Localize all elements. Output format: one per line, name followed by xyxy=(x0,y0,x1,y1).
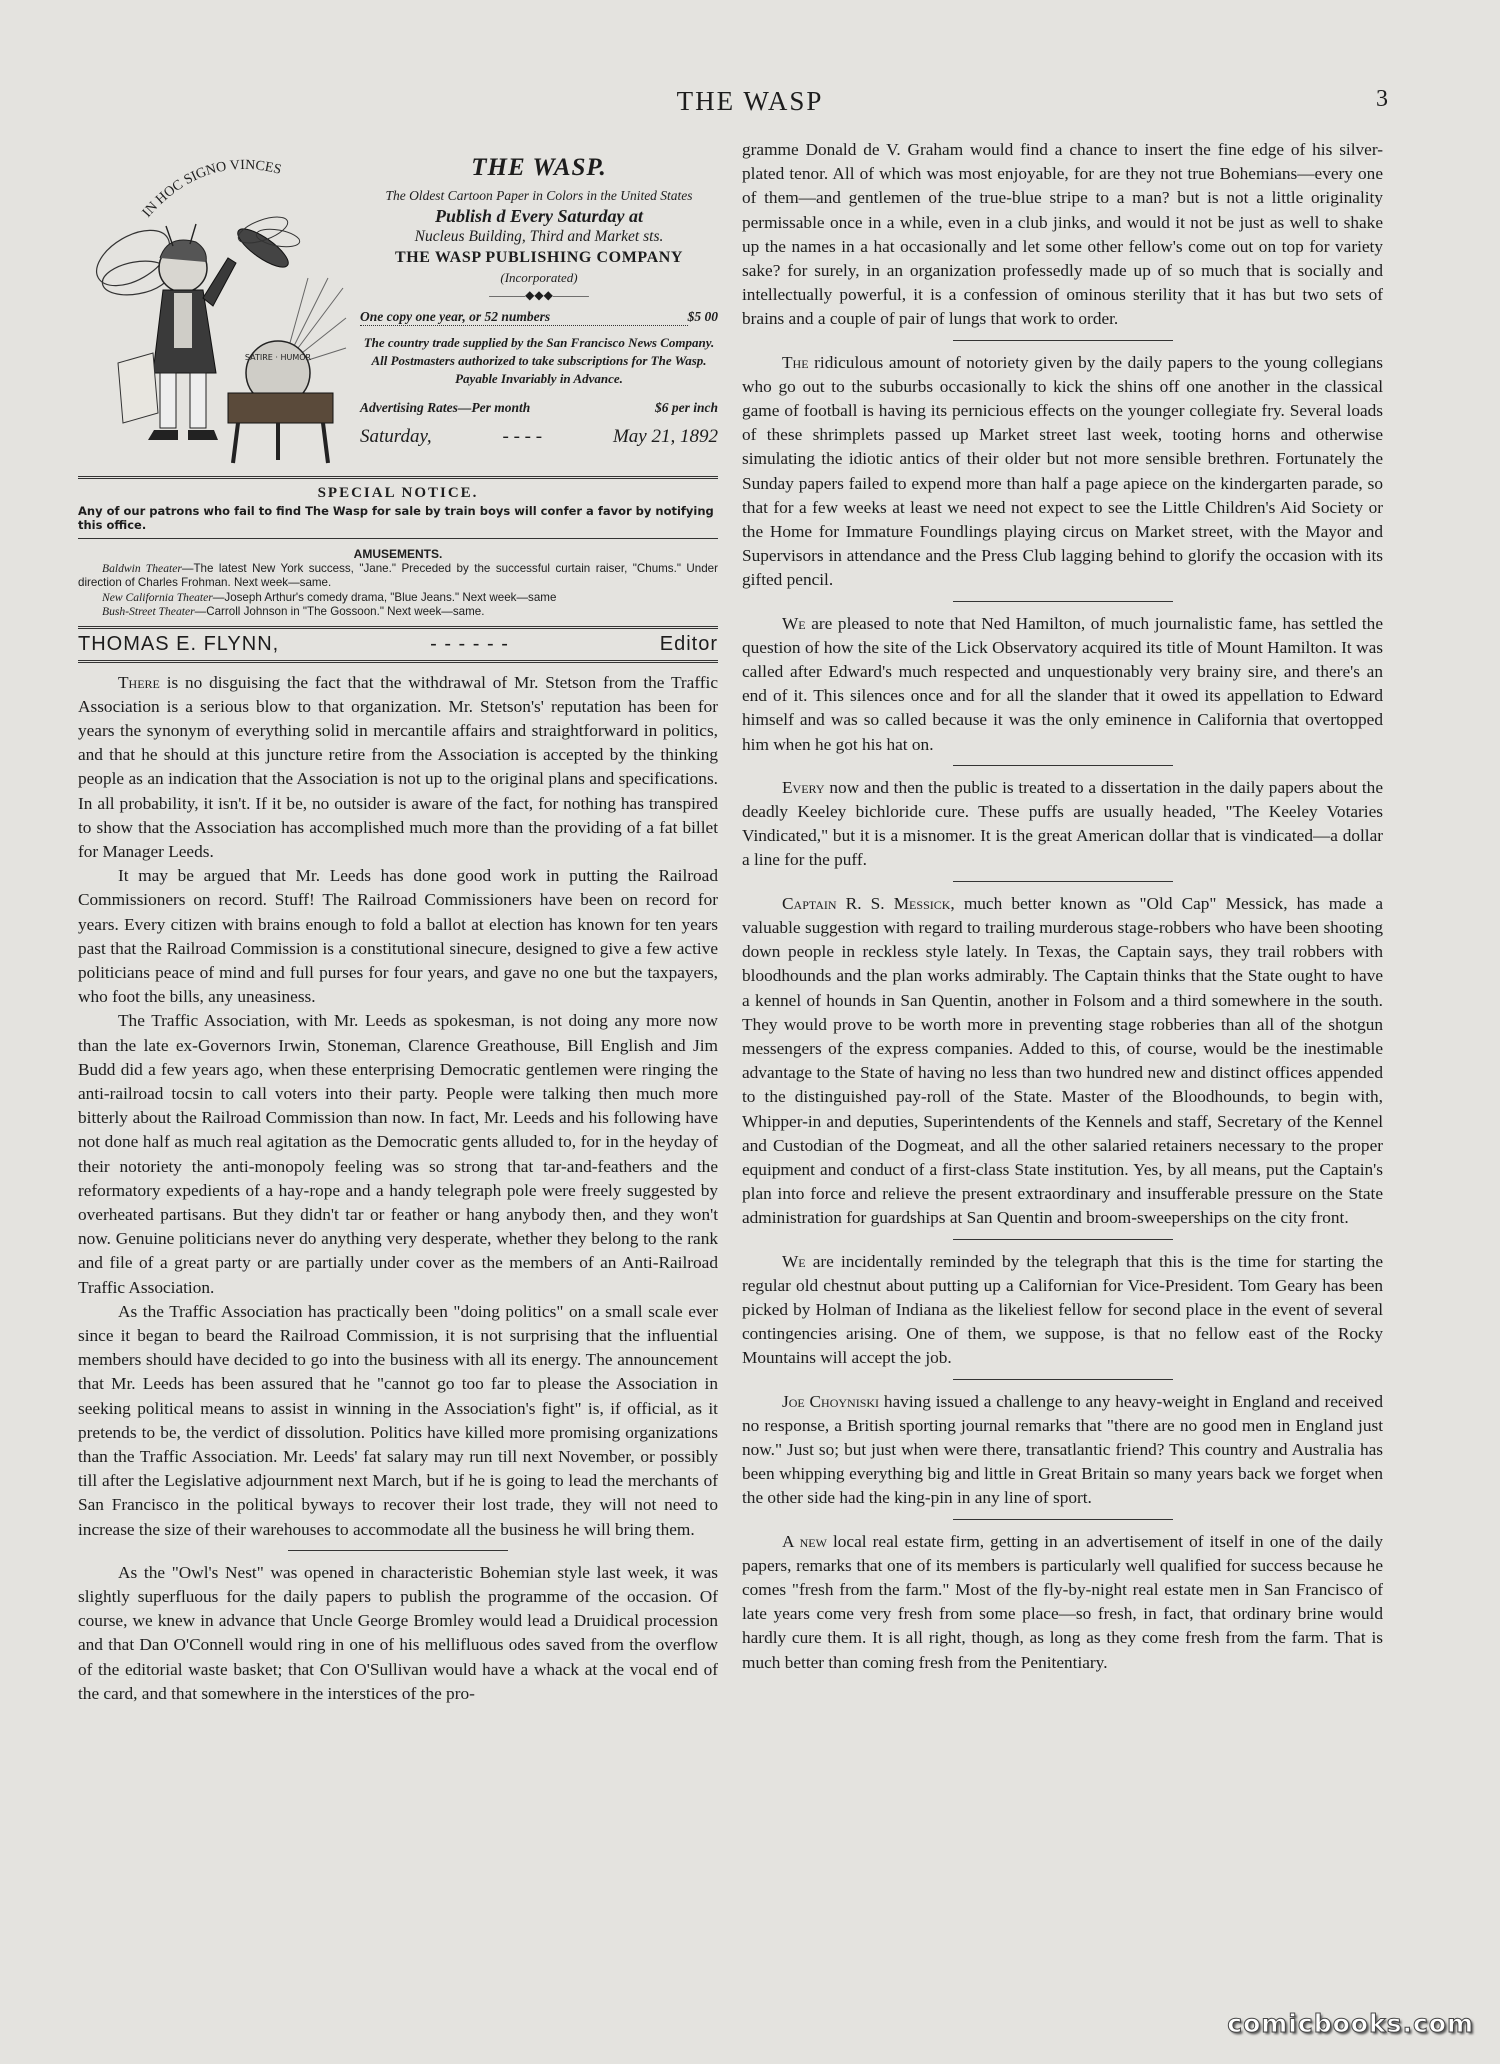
article-paragraph: Captain R. S. Messick, much better known as "Old Cap" Messick, has made a valuable suggestion with regard to trailing murderous stage-robbers who have been shooting down people in reckless style lately. In Texas, the Captain says, they trail robbers with bloodhounds and the plan works admirably. The Captain thinks that the State ought to have a kennel of hounds in San Quentin, another in Folsom and a third somewhere in the south. They would prove to be worth more in preventing stage robberies than all of the shotgun messengers of the express companies. Added to this, of course, would be the inestimable advantage to the State of having no less than two hundred new and distinct offices appended to the distinguished pay-roll of the State. Master of the Bloodhounds, to begin with, Whipper-in and deputies, Superintendents of the Kennels and staff, Secretary of the Kennel and Custodian of the Dogmeat, and all the other salaried retainers necessary to the proper equipment and conduct of a first-class State institution. Yes, by all means, put the Captain's plan into force and relieve the present extraordinary and insufferable pressure on the State administration for guardships at San Quentin and broom-sweeperships on the city front. xyxy=(742,893,1383,1228)
amusement-item: Bush-Street Theater—Carroll Johnson in "The Gossoon." Next week—same. xyxy=(102,605,485,618)
editor-dashes: - - - - - - xyxy=(430,632,509,655)
cartoon-motto: IN HOC SIGNO VINCES xyxy=(139,157,283,221)
masthead xyxy=(78,138,718,468)
article-paragraph: The ridiculous amount of notoriety given by the daily papers to the young collegians who go out to the suburbs occasionally to kick the shins off one another in the classical game of football is having its pernicious effects on the younger collegiate fry. Several loads of these shrimplets passed up Market street last week, tooting horns and otherwise simulating the idiotic antics of their older but not more sensible brethren. Fortunately the Sunday papers failed to expend more than half a page apiece on the kindergarten parade, so that for a few weeks at least we need not expect to see the Little Children's Aid Society or the Home for Immature Foundlings playing circus on Market street, with the Mayor and Supervisors in attendance and the Press Club lagging behind to glorify the occasion with its gifted pencil. xyxy=(742,352,1383,590)
right-column xyxy=(742,138,1383,1675)
rule-divider xyxy=(78,476,718,479)
paragraph-divider xyxy=(953,765,1173,766)
amusement-venue: Baldwin Theater xyxy=(102,561,182,575)
subscription-line xyxy=(360,309,718,326)
subscription-label: One copy one year, or 52 numbers xyxy=(360,309,688,326)
globe-text: SATIRE · HUMOR xyxy=(244,353,312,362)
issue-date-line xyxy=(360,426,718,448)
editor-name: THOMAS E. FLYNN, xyxy=(78,632,280,655)
article-paragraph: Joe Choyniski having issued a challenge to any heavy-weight in England and received no response, a British sporting journal remarks that "there are no good men in England just now." Just so; but just when were there, transatlantic friend? This country and Australia has been whipping everything big and little in Great Britain so many years back we forget when the other side had the king-pin in any line of sport. xyxy=(742,1391,1383,1508)
ornament-divider: ———◆◆◆——— xyxy=(489,288,589,302)
article-paragraph: We are incidentally reminded by the telegraph that this is the time for starting the regular old chestnut about putting up a Californian for Vice-President. Tom Geary has been picked by Holman of Indiana as the likeliest fellow for second place in the event of several contingencies arising. One of them, we suppose, is that no fellow east of the Rocky Mountains will accept the job. xyxy=(742,1251,1383,1368)
article-paragraph: The Traffic Association, with Mr. Leeds as spokesman, is not doing any more now than the late ex-Governors Irwin, Stoneman, Clarence Greathouse, Bill English and Jim Budd did a few years ago, when these enterprising Democratic gentlemen were ringing the anti-railroad tocsin to call voters into their party. People were talking then much more bitterly about the Railroad Commission than now. In fact, Mr. Leeds and his following have not done half as much real agitation as the Democratic gents alluded to, for in the heyday of their notoriety the anti-monopoly feeling was so strong that tar-and-feathers and the reformatory expedients of a hay-rope and a handy telegraph pole were freely suggested by overheated partisans. But they didn't tar or feather or hang anybody then, and they won't now. Genuine politicians never do anything very desperate, whether they belong to the rank and file of a great party or are partially under cover as the members of an Anti-Railroad Traffic Association. xyxy=(78,1011,718,1297)
left-column xyxy=(78,138,718,1706)
article-paragraph: gramme Donald de V. Graham would find a chance to insert the fine edge of his silver-plated tenor. All of which was most enjoyable, for are they not true Bohemians—every one of them—and gentlemen of the true-blue stripe to a man? but is not a little originality permissable once in a while, even in a club jinks, and would it not be just as well to shake up the names in a hat occasionally and let some other fellow's come out on top for variety sake? for surely, in an organization professedly made up of so much that is socially and intellectually powerful, it is a confession of ominous sterility that it has but two sets of brains and a couple of pair of lungs that work to order. xyxy=(742,140,1383,329)
amusements-heading: AMUSEMENTS. xyxy=(353,547,443,561)
article-paragraph: We are pleased to note that Ned Hamilton, of much journalistic fame, has settled the question of how the site of the Lick Observatory acquired its title of Mount Hamilton. It was called after Edward's much respected and unquestionably very brainy sire, and there's an end of it. This silences once and for all the slander that it owed its appellation to Edward himself and was so called because it was the only eminence in California that overtopped him when he got his hat on. xyxy=(742,613,1383,754)
wasp-cartoon-illustration xyxy=(78,138,348,468)
paragraph-divider xyxy=(953,601,1173,602)
advertising-price: $6 per inch xyxy=(654,400,718,415)
amusement-item: New California Theater—Joseph Arthur's comedy drama, "Blue Jeans." Next week—same xyxy=(102,590,557,604)
article-paragraph: It may be argued that Mr. Leeds has done good work in putting the Railroad Commissioners on record. Stuff! The Railroad Commissioners have been on record for years. Every citizen with brains enough to fold a ballot at election has known for ten years past that the Railroad Commission is a constitutional sinecure, designed to give a few active politicians peace of mind and full purses for four years, and gave no one but the taxpayers, who foot the bills, any uneasiness. xyxy=(78,866,718,1007)
editor-title: Editor xyxy=(659,632,718,655)
date-dashes: - - - - xyxy=(502,426,543,447)
paragraph-divider xyxy=(953,340,1173,341)
date-label: Saturday, xyxy=(360,426,432,447)
special-notice xyxy=(78,485,718,532)
masthead-company: THE WASP PUBLISHING COMPANY xyxy=(394,249,684,266)
masthead-tagline: The Oldest Cartoon Paper in Colors in the United States xyxy=(385,188,693,203)
rule-divider xyxy=(78,538,718,539)
trade-note: The country trade supplied by the San Francisco News Company. All Postmasters authorized to take subscriptions for The Wasp. xyxy=(363,335,715,368)
subscription-price: $5 00 xyxy=(687,309,718,324)
article-paragraph: There is no disguising the fact that the withdrawal of Mr. Stetson from the Traffic Association is a serious blow to that organization. Mr. Stetson's' reputation has been for years the synonym of everything solid in mercantile affairs and straightforward in politics, and that he should at this juncture retire from the Association is accepted by the thinking people as an indication that the Association is not up to the original plans and specifications. In all probability, it isn't. If it be, no outsider is aware of the fact, for nothing has transpired to show that the Association has accomplished much more than the providing of a fat billet for Manager Leeds. xyxy=(78,672,718,861)
page-number: 3 xyxy=(1376,86,1388,112)
paragraph-divider xyxy=(953,881,1173,882)
payable-note: Payable Invariably in Advance. xyxy=(455,371,623,386)
amusement-venue: Bush-Street Theater xyxy=(102,605,195,618)
special-notice-text: Any of our patrons who fail to find The Wasp for sale by train boys will confer a favor by notifying this office. xyxy=(78,504,714,532)
site-watermark: comicbooks.com xyxy=(1227,2009,1474,2038)
article-paragraph: As the Traffic Association has practically been "doing politics" on a small scale ever since it began to beard the Railroad Commission, it is not surprising that the influential members should have decided to go into the business with all its energy. The announcement that Mr. Leeds has been assured that he "cannot go too far to please the Association in seeking political means to assist in winning in the Association's fight" is, if official, as it pretends to be, the verdict of dissolution. Politics have killed more promising organizations than the Traffic Association. Mr. Leeds' fat salary may run till next November, or possibly till after the Legislative adjournment next March, but if he is going to lead the merchants of San Francisco in the political byways to recover their lost trade, they will not need to increase the size of their warehouses to accommodate all the business he will bring them. xyxy=(78,1301,718,1539)
date-value: May 21, 1892 xyxy=(612,426,718,447)
advertising-label: Advertising Rates—Per month xyxy=(360,400,531,415)
masthead-text xyxy=(360,154,718,448)
amusement-venue: New California Theater xyxy=(102,590,213,604)
paragraph-divider xyxy=(953,1239,1173,1240)
special-notice-heading: SPECIAL NOTICE. xyxy=(317,485,479,501)
paragraph-divider xyxy=(288,1550,508,1551)
amusement-item: Baldwin Theater—The latest New York success, "Jane." Preceded by the successful curtain raiser, "Chums." Under direction of Charles Frohman. Next week—same. xyxy=(78,561,718,589)
masthead-address: Nucleus Building, Third and Market sts. xyxy=(414,228,664,245)
advertising-line xyxy=(360,400,718,416)
masthead-title: THE WASP. xyxy=(471,154,607,181)
running-title: THE WASP xyxy=(676,86,824,116)
editor-line xyxy=(78,626,718,663)
article-paragraph: As the "Owl's Nest" was opened in characteristic Bohemian style last week, it was slightly superfluous for the daily papers to publish the programme of the occasion. Of course, we knew in advance that Uncle George Bromley would lead a Druidical procession and that Dan O'Connell would ring in one of his mellifluous odes saved from the overflow of the editorial waste basket; that Con O'Sullivan would have a whack at the vocal end of the card, and that somewhere in the interstices of the pro- xyxy=(78,1562,718,1703)
paragraph-divider xyxy=(953,1519,1173,1520)
page-header xyxy=(0,86,1500,126)
masthead-incorporated: (Incorporated) xyxy=(500,270,578,285)
svg-text:IN HOC SIGNO VINCES xyxy=(140,158,283,221)
article-paragraph: A new local real estate firm, getting in an advertisement of itself in one of the daily papers, remarks that one of its members is particularly well qualified for success because he comes "fresh from the farm." Most of the fly-by-night real estate men in San Francisco of late years come very fresh from some place—so fresh, in fact, that ordinary brine would hardly cure them. It is all right, though, as long as they come fresh from the farm. That is much better than coming fresh from the Penitentiary. xyxy=(742,1531,1383,1672)
paragraph-divider xyxy=(953,1379,1173,1380)
article-paragraph: Every now and then the public is treated to a dissertation in the daily papers about the deadly Keeley bichloride cure. These puffs are usually headed, "The Keeley Votaries Vindicated," but it is a misnomer. It is the great American dollar that is vindicated—a dollar a line for the puff. xyxy=(742,777,1383,870)
masthead-published: Publish d Every Saturday at xyxy=(434,206,644,226)
amusements xyxy=(78,547,718,620)
